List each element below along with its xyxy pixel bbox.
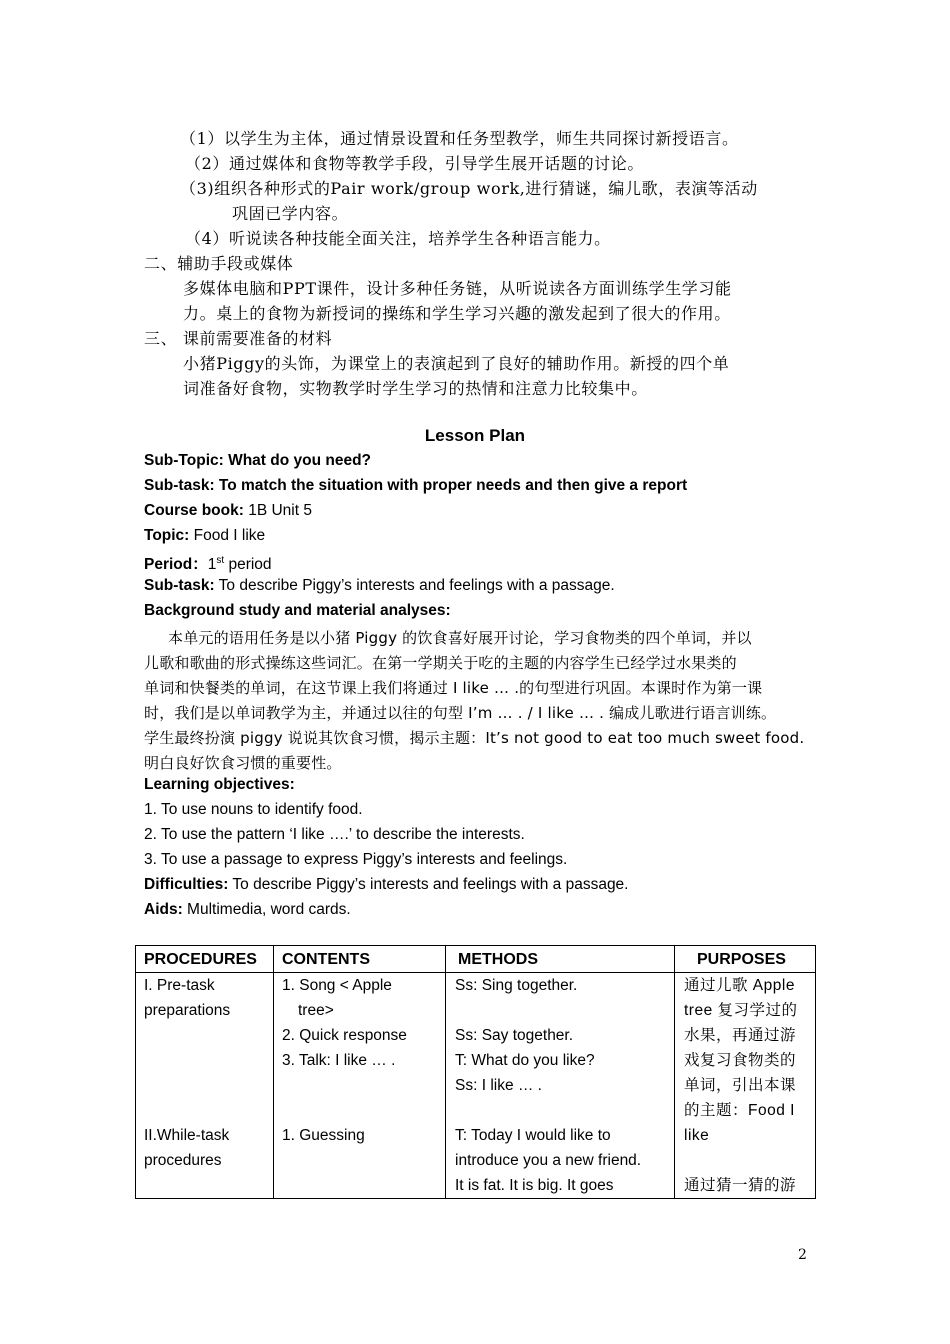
objective-1: 1. To use nouns to identify food.: [144, 801, 363, 818]
content-line: [282, 1073, 437, 1098]
method-item-2: （2）通过媒体和食物等教学手段，引导学生展开话题的讨论。: [185, 154, 644, 173]
section3-heading: 三、 课前需要准备的材料: [144, 329, 333, 348]
aids-label: Aids:: [144, 901, 183, 918]
purposes-cell: [675, 973, 816, 1199]
section3-line-2: 词准备好食物，实物教学时学生学习的热情和注意力比较集中。: [183, 379, 648, 398]
background-line-1: 本单元的语用任务是以小猪 Piggy 的饮食喜好展开讨论，学习食物类的四个单词，并以: [168, 629, 752, 647]
course-book-value: 1B Unit 5: [243, 502, 312, 519]
methods-cell: [446, 973, 675, 1199]
purpose-line: 单词，引出本课: [684, 1077, 797, 1094]
purpose-line: 水果，再通过游: [684, 1027, 797, 1044]
aids-value: Multimedia, word cards.: [182, 901, 351, 918]
objective-2: 2. To use the pattern ‘I like ….’ to describe the interests.: [144, 826, 525, 843]
background-line-5: 学生最终扮演 piggy 说说其饮食习惯，揭示主题：It’s not good to eat too much sweet food.: [144, 729, 805, 747]
table-row: [136, 973, 816, 1199]
procedure-line: [144, 1073, 265, 1098]
lesson-plan-title: Lesson Plan: [424, 426, 526, 445]
header-contents: CONTENTS: [274, 946, 446, 973]
content-line: 1. Song < Apple: [282, 977, 392, 994]
section2-line-1: 多媒体电脑和PPT课件，设计多种任务链，从听说读各方面训练学生学习能: [183, 279, 732, 298]
procedure-line: I. Pre-task: [144, 977, 215, 994]
sub-task-2-label: Sub-task:: [144, 577, 215, 594]
background-line-6: 明白良好饮食习惯的重要性。: [144, 754, 342, 772]
course-book: [144, 502, 312, 520]
content-line: [282, 1098, 437, 1123]
period: [144, 552, 272, 574]
header-purposes: PURPOSES: [675, 946, 816, 973]
period-number: 1: [207, 556, 217, 573]
section2-heading: 二、辅助手段或媒体: [144, 254, 294, 273]
header-procedures: PROCEDURES: [136, 946, 274, 973]
difficulties-label: Difficulties:: [144, 876, 229, 893]
objective-3: 3. To use a passage to express Piggy’s interests and feelings.: [144, 851, 568, 868]
method-line: [455, 998, 666, 1023]
method-line: Ss: Sing together.: [455, 977, 578, 994]
purpose-line: 通过猜一猜的游: [684, 1177, 797, 1194]
procedure-line: II.While-task: [144, 1127, 230, 1144]
purpose-line: like: [684, 1127, 710, 1144]
method-line: It is fat. It is big. It goes: [455, 1177, 614, 1194]
method-line: T: What do you like?: [455, 1052, 595, 1069]
content-line: tree>: [298, 1002, 334, 1019]
objectives-label: Learning objectives:: [144, 776, 295, 793]
method-line: Ss: Say together.: [455, 1027, 574, 1044]
procedures-table: [135, 945, 816, 1199]
procedure-line: [144, 1023, 265, 1048]
purpose-line: [684, 1148, 811, 1173]
sub-topic: Sub-Topic: What do you need?: [144, 452, 372, 469]
procedure-line: preparations: [144, 1002, 231, 1019]
page-number: 2: [798, 1247, 807, 1263]
topic-value: Food I like: [189, 527, 266, 544]
procedure-line: [144, 1048, 265, 1073]
content-line: [282, 1148, 437, 1173]
difficulties: [144, 876, 629, 894]
section2-line-2: 力。桌上的食物为新授词的操练和学生学习兴趣的激发起到了很大的作用。: [183, 304, 731, 323]
purpose-line: 通过儿歌 Apple: [684, 977, 795, 994]
method-item-3-cont: 巩固已学内容。: [232, 204, 349, 223]
content-line: 1. Guessing: [282, 1127, 365, 1144]
purpose-line: 的主题：Food I: [684, 1102, 795, 1119]
sub-task-2-value: To describe Piggy’s interests and feelings with a passage.: [214, 577, 615, 594]
period-label: Period：: [144, 556, 208, 573]
course-book-label: Course book:: [144, 502, 244, 519]
aids: [144, 901, 351, 919]
procedure-line: procedures: [144, 1152, 222, 1169]
method-line: Ss: I like … .: [455, 1077, 542, 1094]
background-line-2: 儿歌和歌曲的形式操练这些词汇。在第一学期关于吃的主题的内容学生已经学过水果类的: [144, 654, 737, 672]
contents-cell: [274, 973, 446, 1199]
content-line: 3. Talk: I like … .: [282, 1052, 396, 1069]
topic-label: Topic:: [144, 527, 190, 544]
difficulties-value: To describe Piggy’s interests and feelings with a passage.: [228, 876, 629, 893]
method-line: introduce you a new friend.: [455, 1152, 642, 1169]
section3-line-1: 小猪Piggy的头饰，为课堂上的表演起到了良好的辅助作用。新授的四个单: [183, 354, 730, 373]
topic: [144, 527, 265, 545]
period-superscript: st: [216, 554, 225, 566]
period-value: period: [224, 556, 272, 573]
procedure-line: [144, 1173, 265, 1198]
method-item-4: （4）听说读各种技能全面关注，培养学生各种语言能力。: [185, 229, 611, 248]
method-line: T: Today I would like to: [455, 1127, 611, 1144]
sub-task-2: [144, 577, 615, 595]
header-methods: METHODS: [446, 946, 675, 973]
content-line: 2. Quick response: [282, 1027, 407, 1044]
background-label: Background study and material analyses:: [144, 602, 451, 619]
table-header-row: [136, 946, 816, 973]
method-item-1: （1）以学生为主体，通过情景设置和任务型教学，师生共同探讨新授语言。: [180, 129, 739, 148]
background-line-3: 单词和快餐类的单词，在这节课上我们将通过 I like … .的句型进行巩固。本课时作为第一课: [144, 679, 763, 697]
procedures-cell: [136, 973, 274, 1199]
method-item-3: （3)组织各种形式的Pair work/group work,进行猜谜，编儿歌，表演等活动: [180, 179, 758, 198]
purpose-line: 戏复习食物类的: [684, 1052, 797, 1069]
background-line-4: 时，我们是以单词教学为主，并通过以往的句型 I’m … . / I like … . 编成儿歌进行语言训练。: [144, 704, 777, 722]
content-line: [282, 1173, 437, 1198]
method-line: [455, 1098, 666, 1123]
purpose-line: tree 复习学过的: [684, 1002, 798, 1019]
procedure-line: [144, 1098, 265, 1123]
sub-task-1: Sub-task: To match the situation with proper needs and then give a report: [144, 477, 688, 494]
